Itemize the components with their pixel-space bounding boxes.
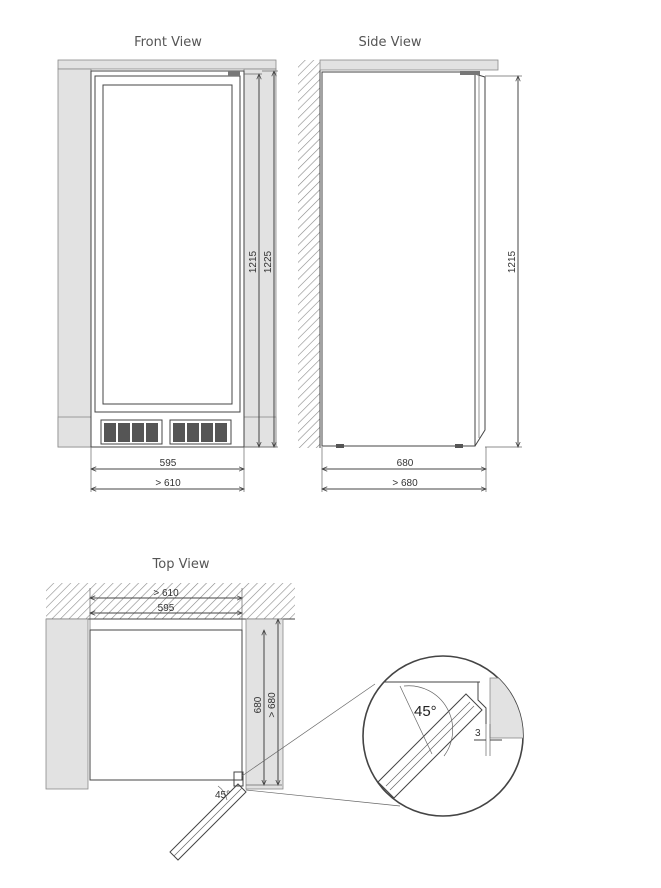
side-view [298,35,522,492]
front-appliance-body [91,71,244,447]
detail-leader-bottom [246,790,400,806]
front-width-inner: 595 [159,458,177,469]
top-width-inner: 595 [157,603,175,614]
front-width-outer: > 610 [155,478,181,489]
side-depth-outer: > 680 [392,478,418,489]
side-back-wall [298,60,320,448]
top-depth-inner: 680 [253,696,264,714]
front-height-inner: 1215 [248,250,259,274]
detail-cabinet [490,678,530,738]
side-depth-inner: 680 [396,458,414,469]
front-ventilation-grille [101,420,231,444]
front-left-cabinet [58,69,91,447]
top-open-door [170,772,246,860]
front-height-outer: 1225 [263,250,274,274]
front-right-plinth [244,417,276,447]
front-left-plinth [58,417,91,447]
detail-angle: 45° [414,703,437,720]
side-door-profile [475,74,485,446]
front-hinge [228,71,240,76]
side-appliance-body [322,72,475,446]
front-door-glass [103,85,232,404]
hinge-detail [363,656,530,816]
top-width-outer: > 610 [153,588,179,599]
top-depth-outer: > 680 [267,692,278,718]
side-hinge [460,71,480,75]
top-appliance-body [90,630,242,780]
side-foot-rear [455,444,463,448]
front-view-title: Front View [134,35,202,50]
side-top-counter [320,60,498,70]
side-height: 1215 [507,250,518,274]
side-foot-front [336,444,344,448]
side-view-title: Side View [358,35,422,50]
top-view [46,557,400,860]
front-view [58,35,278,492]
top-door-angle: 45° [215,790,231,801]
top-view-title: Top View [152,557,210,572]
detail-gap: 3 [475,728,481,739]
front-door-frame [95,76,240,412]
front-top-counter [58,60,276,69]
top-left-cabinet [46,619,88,789]
